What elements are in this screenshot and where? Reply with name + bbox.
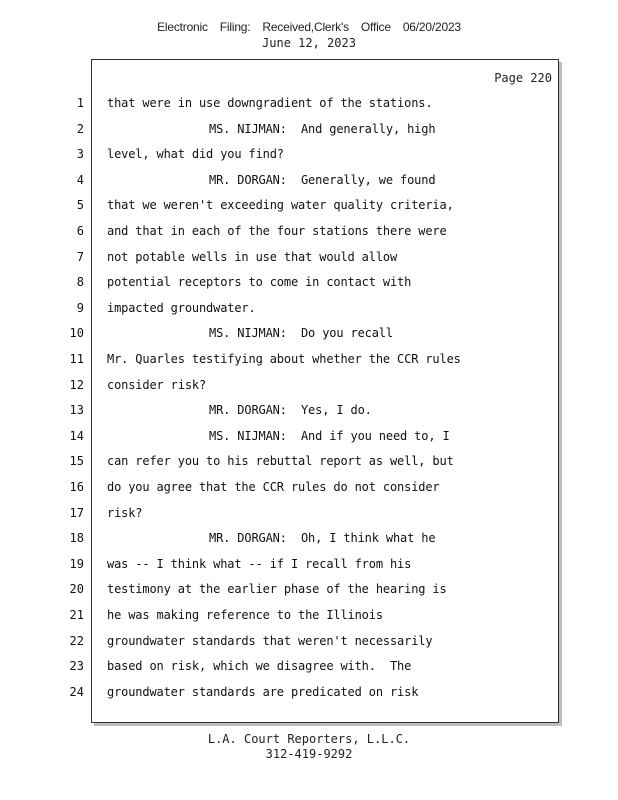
- line-number: 5: [76, 198, 84, 212]
- page-number: Page 220: [494, 71, 552, 85]
- transcript-line: that were in use downgradient of the stations.: [107, 96, 433, 110]
- line-number: 10: [69, 326, 84, 340]
- line-number: 24: [69, 685, 84, 699]
- line-number: 1: [76, 96, 84, 110]
- line-number: 13: [69, 403, 84, 417]
- filing-stamp: [0, 20, 618, 34]
- line-number: 15: [69, 454, 84, 468]
- line-number: 18: [69, 531, 84, 545]
- transcript-line: Mr. Quarles testifying about whether the CCR rules: [107, 352, 461, 366]
- transcript-line: and that in each of the four stations there were: [107, 224, 447, 238]
- transcript-line: not potable wells in use that would allow: [107, 250, 398, 264]
- line-number: 19: [69, 557, 84, 571]
- transcript-line: do you agree that the CCR rules do not consider: [107, 480, 440, 494]
- transcript-line: can refer you to his rebuttal report as well, but: [107, 454, 454, 468]
- transcript-line: MR. DORGAN: Oh, I think what he: [209, 531, 436, 545]
- footer-company: L.A. Court Reporters, L.L.C.: [207, 732, 411, 746]
- transcript-line: MS. NIJMAN: And generally, high: [209, 122, 436, 136]
- transcript-line: MS. NIJMAN: Do you recall: [209, 326, 393, 340]
- transcript-line: level, what did you find?: [107, 147, 284, 161]
- transcript-line: he was making reference to the Illinois: [107, 608, 383, 622]
- line-number: 14: [69, 429, 84, 443]
- line-number: 4: [76, 173, 84, 187]
- footer: [0, 732, 618, 762]
- transcript-date: June 12, 2023: [262, 36, 356, 50]
- transcript-line: that we weren't exceeding water quality criteria,: [107, 198, 454, 212]
- filing-stamp-part: Received,Clerk's: [262, 20, 349, 34]
- line-number: 12: [69, 378, 84, 392]
- line-number: 8: [76, 275, 84, 289]
- filing-stamp-part: Office: [360, 20, 391, 34]
- transcript-line: risk?: [107, 506, 143, 520]
- filing-stamp-part: Filing:: [219, 20, 251, 34]
- line-number: 22: [69, 634, 84, 648]
- filing-stamp-part: Electronic: [157, 20, 208, 34]
- transcript-line: groundwater standards are predicated on risk: [107, 685, 419, 699]
- line-number: 2: [76, 122, 84, 136]
- transcript-line: impacted groundwater.: [107, 301, 256, 315]
- transcript-line: consider risk?: [107, 378, 207, 392]
- transcript-line: groundwater standards that weren't necessarily: [107, 634, 433, 648]
- line-number: 23: [69, 659, 84, 673]
- filing-stamp-part: 06/20/2023: [402, 20, 461, 34]
- transcript-line: testimony at the earlier phase of the hearing is: [107, 582, 447, 596]
- line-number: 7: [76, 250, 84, 264]
- transcript-line: potential receptors to come in contact with: [107, 275, 412, 289]
- transcript-line: based on risk, which we disagree with. The: [107, 659, 412, 673]
- transcript-line: MS. NIJMAN: And if you need to, I: [209, 429, 450, 443]
- line-number: 20: [69, 582, 84, 596]
- line-number: 3: [76, 147, 84, 161]
- line-number: 9: [76, 301, 84, 315]
- transcript-line: MR. DORGAN: Yes, I do.: [209, 403, 372, 417]
- line-number: 21: [69, 608, 84, 622]
- line-number: 16: [69, 480, 84, 494]
- transcript-line: MR. DORGAN: Generally, we found: [209, 173, 436, 187]
- line-number: 11: [69, 352, 84, 366]
- transcript-line: was -- I think what -- if I recall from his: [107, 557, 412, 571]
- footer-phone: 312-419-9292: [265, 747, 353, 761]
- line-number: 17: [69, 506, 84, 520]
- line-number: 6: [76, 224, 84, 238]
